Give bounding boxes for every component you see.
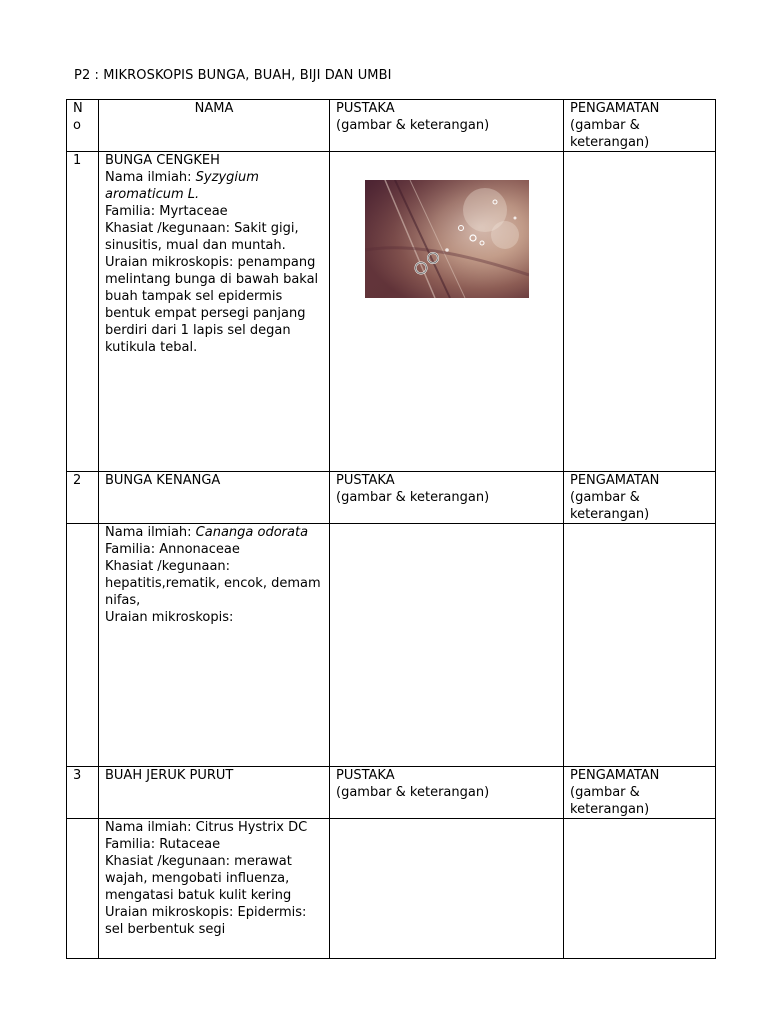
row-number: 2 bbox=[67, 472, 99, 524]
pengamatan-cell bbox=[564, 524, 716, 767]
familia: Familia: Myrtaceae bbox=[105, 204, 228, 219]
specimen-table bbox=[66, 99, 716, 959]
scientific-name: Cananga odorata bbox=[195, 525, 309, 540]
empty-cell bbox=[67, 524, 99, 767]
table-row bbox=[67, 152, 716, 472]
table-row bbox=[67, 819, 716, 959]
header-pustaka: PUSTAKA (gambar & keterangan) bbox=[330, 100, 564, 152]
table-row bbox=[67, 472, 716, 524]
specimen-name: BUNGA CENGKEH bbox=[105, 153, 220, 168]
table-header-row bbox=[67, 100, 716, 152]
pengamatan-cell bbox=[564, 152, 716, 472]
table-row bbox=[67, 767, 716, 819]
familia: Familia: Annonaceae bbox=[105, 542, 240, 557]
specimen-description bbox=[99, 152, 330, 472]
micrograph-image bbox=[365, 180, 529, 298]
header-pengamatan: PENGAMATAN (gambar & keterangan) bbox=[564, 100, 716, 152]
pustaka-cell bbox=[330, 152, 564, 472]
row-number: 1 bbox=[67, 152, 99, 472]
familia: Familia: Rutaceae bbox=[105, 837, 221, 852]
pengamatan-header: PENGAMATAN (gambar & keterangan) bbox=[564, 767, 716, 819]
header-nama: NAMA bbox=[99, 100, 330, 152]
khasiat: Khasiat /kegunaan: merawat wajah, mengobati influenza, mengatasi batuk kulit kering bbox=[105, 854, 292, 903]
pengamatan-cell bbox=[564, 819, 716, 959]
pustaka-cell bbox=[330, 819, 564, 959]
pustaka-header: PUSTAKA (gambar & keterangan) bbox=[330, 767, 564, 819]
header-no: N o bbox=[67, 100, 99, 152]
specimen-name: BUAH JERUK PURUT bbox=[99, 767, 330, 819]
scientific-name: Nama ilmiah: Citrus Hystrix DC bbox=[105, 820, 308, 835]
uraian: Uraian mikroskopis: Epidermis: sel berbentuk segi bbox=[105, 905, 307, 937]
empty-cell bbox=[67, 819, 99, 959]
specimen-description bbox=[99, 524, 330, 767]
pustaka-header: PUSTAKA (gambar & keterangan) bbox=[330, 472, 564, 524]
scientific-name-label: Nama ilmiah: bbox=[105, 170, 196, 185]
scientific-name: Syzygium aromaticum L. bbox=[105, 170, 259, 202]
khasiat: Khasiat /kegunaan: hepatitis,rematik, encok, demam nifas, bbox=[105, 559, 321, 608]
table-row bbox=[67, 524, 716, 767]
specimen-name: BUNGA KENANGA bbox=[99, 472, 330, 524]
pengamatan-header: PENGAMATAN (gambar & keterangan) bbox=[564, 472, 716, 524]
pustaka-cell bbox=[330, 524, 564, 767]
uraian: Uraian mikroskopis: bbox=[105, 610, 234, 625]
page-title: P2 : MIKROSKOPIS BUNGA, BUAH, BIJI DAN UMBI bbox=[74, 68, 392, 83]
uraian: Uraian mikroskopis: penampang melintang bunga di bawah bakal buah tampak sel epidermis bentuk empat persegi panjang berdiri dari 1 lapis sel degan kutikula tebal. bbox=[105, 255, 319, 355]
scientific-name-label: Nama ilmiah: bbox=[105, 525, 196, 540]
row-number: 3 bbox=[67, 767, 99, 819]
khasiat: Khasiat /kegunaan: Sakit gigi, sinusitis, mual dan muntah. bbox=[105, 221, 299, 253]
specimen-description bbox=[99, 819, 330, 959]
